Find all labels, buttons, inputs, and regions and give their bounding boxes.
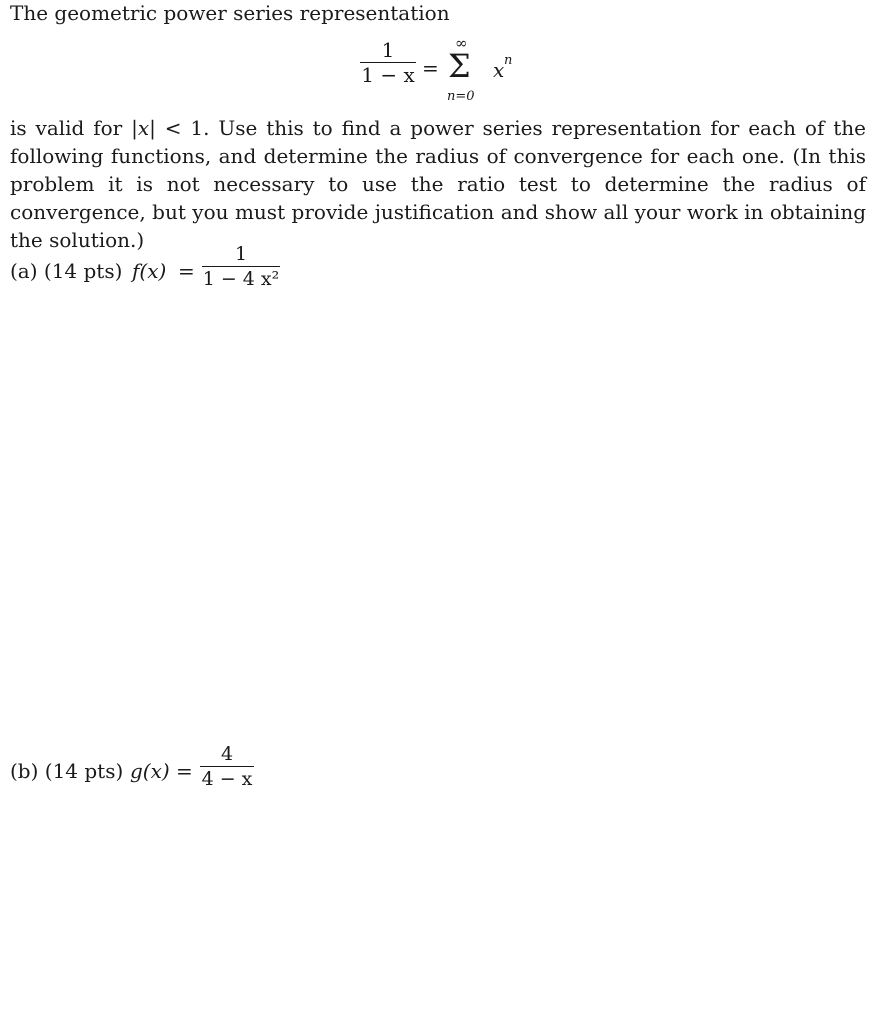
problem-b-denominator: 4 − x	[201, 768, 253, 790]
problem-a-numerator: 1	[234, 243, 248, 265]
lhs-numerator: 1	[381, 38, 395, 62]
term-base: x	[493, 58, 505, 82]
problem-b-fraction	[200, 742, 254, 791]
lhs-denominator: 1 − x	[361, 63, 415, 87]
lhs-fraction	[360, 38, 416, 87]
paragraph-part2: < 1. Use this to find a power series representation for each of the following functions, and determine the radius of convergence for each one. (In this problem it is not necessary to use the ratio test to determine the radius of convergence, but you must provide justification and show all your work in obtaining the solution.)	[10, 116, 867, 252]
problem-a-label: (a) (14 pts)	[10, 259, 123, 283]
problem-a-function: f(x)	[132, 259, 167, 283]
problem-a-denominator: 1 − 4 x²	[202, 268, 280, 290]
intro-text: The geometric power series representation	[10, 1, 450, 25]
problem-a	[10, 240, 410, 300]
problem-b-function: g(x)	[130, 759, 170, 783]
abs-x: |x|	[131, 116, 156, 140]
paragraph-part1: is valid for	[10, 116, 132, 140]
sum-upper-limit: ∞	[455, 34, 468, 52]
problem-b-numerator: 4	[220, 743, 234, 765]
term-exponent: n	[504, 53, 513, 68]
problem-b-label: (b) (14 pts)	[10, 759, 124, 783]
problem-a-fraction	[202, 242, 280, 291]
instructions-paragraph	[10, 114, 866, 254]
problem-b-equals: =	[176, 759, 193, 783]
geometric-series-equation	[360, 36, 560, 111]
problem-a-equals: =	[178, 259, 195, 283]
sum-symbol: Σ	[448, 47, 471, 85]
problem-b	[10, 740, 410, 800]
series-equals: =	[422, 56, 439, 80]
sum-lower-limit: n=0	[447, 89, 475, 104]
